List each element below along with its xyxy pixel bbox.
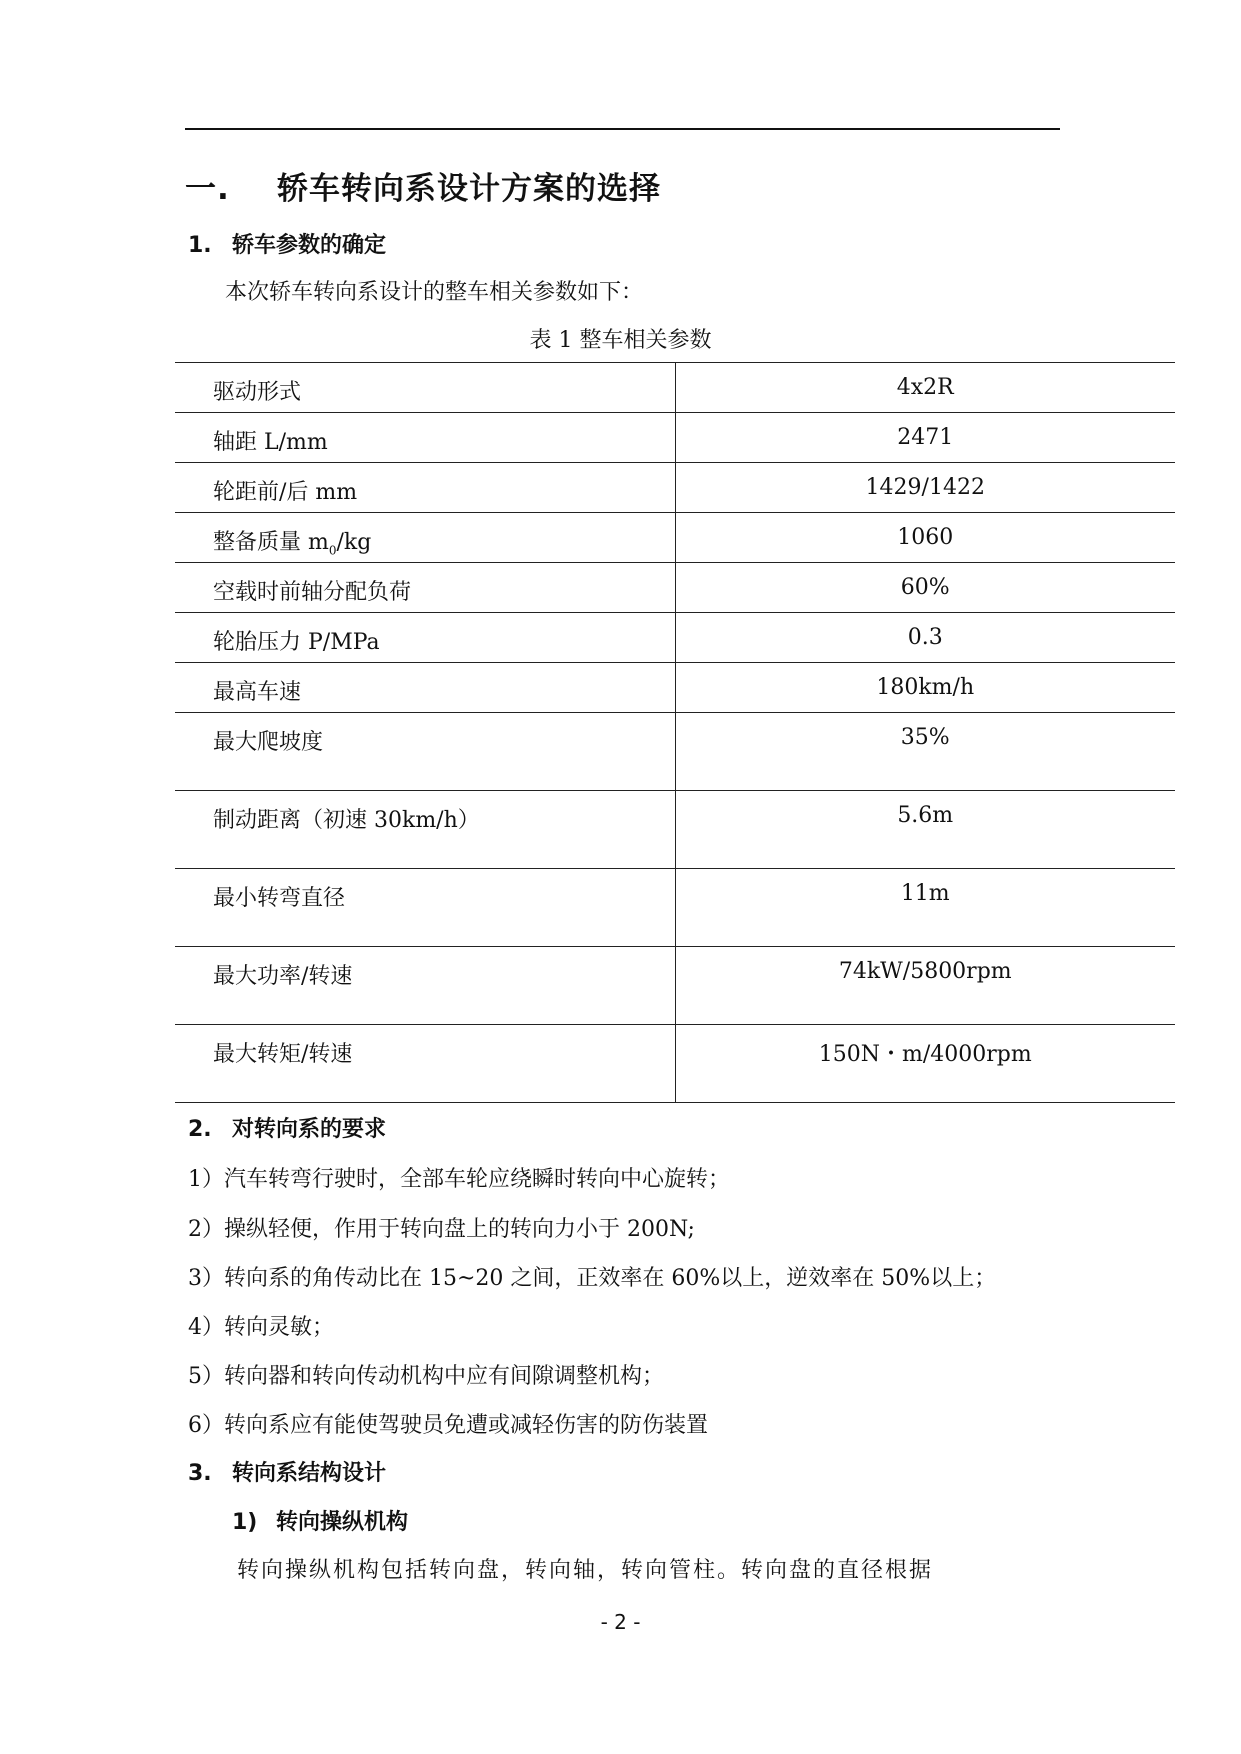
section-2-title: 对转向系的要求	[232, 1117, 387, 1142]
table-row	[175, 713, 1175, 791]
header-rule	[185, 128, 1060, 130]
row-label: 轴距 L/mm	[175, 413, 675, 463]
row-label	[175, 513, 675, 563]
section-1-title: 轿车参数的确定	[232, 233, 387, 258]
row-value: 60%	[675, 563, 1175, 613]
table-row	[175, 413, 1175, 463]
section-3-number: 3.	[188, 1461, 212, 1486]
requirement-item: 6）转向系应有能使驾驶员免遭或减轻伤害的防伤装置	[188, 1413, 708, 1438]
section-1-intro: 本次轿车转向系设计的整车相关参数如下：	[225, 280, 644, 305]
row-label-subscript: 0	[328, 543, 337, 558]
row-value: 0.3	[675, 613, 1175, 663]
parameter-table	[175, 362, 1175, 1103]
requirement-item: 1）汽车转弯行驶时，全部车轮应绕瞬时转向中心旋转；	[188, 1167, 730, 1192]
row-value: 35%	[675, 713, 1175, 791]
table-row	[175, 363, 1175, 413]
table-row	[175, 513, 1175, 563]
row-label: 轮胎压力 P/MPa	[175, 613, 675, 663]
section-3-paragraph: 转向操纵机构包括转向盘，转向轴，转向管柱。转向盘的直径根据	[237, 1558, 934, 1583]
row-value: 1429/1422	[675, 463, 1175, 513]
table-row	[175, 947, 1175, 1025]
row-label: 轮距前/后 mm	[175, 463, 675, 513]
row-label: 最大爬坡度	[175, 713, 675, 791]
row-value: 74kW/5800rpm	[675, 947, 1175, 1025]
section-1-number: 1.	[188, 233, 212, 258]
requirement-item: 3）转向系的角传动比在 15~20 之间，正效率在 60%以上，逆效率在 50%以上；	[188, 1266, 997, 1291]
row-label-main: 整备质量 m	[213, 530, 329, 555]
table-row	[175, 791, 1175, 869]
section-2-heading	[188, 1112, 386, 1143]
row-value: 1060	[675, 513, 1175, 563]
section-3-title: 转向系结构设计	[232, 1461, 387, 1486]
requirement-item: 4）转向灵敏；	[188, 1315, 334, 1340]
table-row	[175, 869, 1175, 947]
page-number: - 2 -	[600, 1610, 641, 1634]
section-2-number: 2.	[188, 1117, 212, 1142]
row-value: 11m	[675, 869, 1175, 947]
subsection-heading	[232, 1505, 408, 1536]
row-label-unit: /kg	[336, 530, 372, 555]
row-label: 制动距离（初速 30km/h）	[175, 791, 675, 869]
chapter-title: 轿车转向系设计方案的选择	[277, 171, 661, 207]
row-value: 2471	[675, 413, 1175, 463]
requirement-item: 2）操纵轻便，作用于转向盘上的转向力小于 200N;	[188, 1217, 695, 1242]
row-label: 最小转弯直径	[175, 869, 675, 947]
table-row	[175, 463, 1175, 513]
subsection-title: 转向操纵机构	[276, 1510, 409, 1535]
row-value: 4x2R	[675, 363, 1175, 413]
row-value: 150N・m/4000rpm	[675, 1025, 1175, 1103]
row-label: 驱动形式	[175, 363, 675, 413]
section-3-heading	[188, 1456, 386, 1487]
row-value: 180km/h	[675, 663, 1175, 713]
chapter-number: 一.	[185, 171, 230, 207]
row-value: 5.6m	[675, 791, 1175, 869]
requirement-item: 5）转向器和转向传动机构中应有间隙调整机构；	[188, 1364, 664, 1389]
chapter-heading	[185, 163, 661, 208]
row-label: 最大转矩/转速	[175, 1025, 675, 1103]
section-1-heading	[188, 228, 386, 259]
table-row	[175, 1025, 1175, 1103]
row-label: 最高车速	[175, 663, 675, 713]
table-row	[175, 613, 1175, 663]
table-row	[175, 663, 1175, 713]
row-label: 最大功率/转速	[175, 947, 675, 1025]
table-row	[175, 563, 1175, 613]
subsection-number: 1)	[232, 1510, 258, 1535]
table-caption: 表 1 整车相关参数	[529, 328, 712, 353]
row-label: 空载时前轴分配负荷	[175, 563, 675, 613]
